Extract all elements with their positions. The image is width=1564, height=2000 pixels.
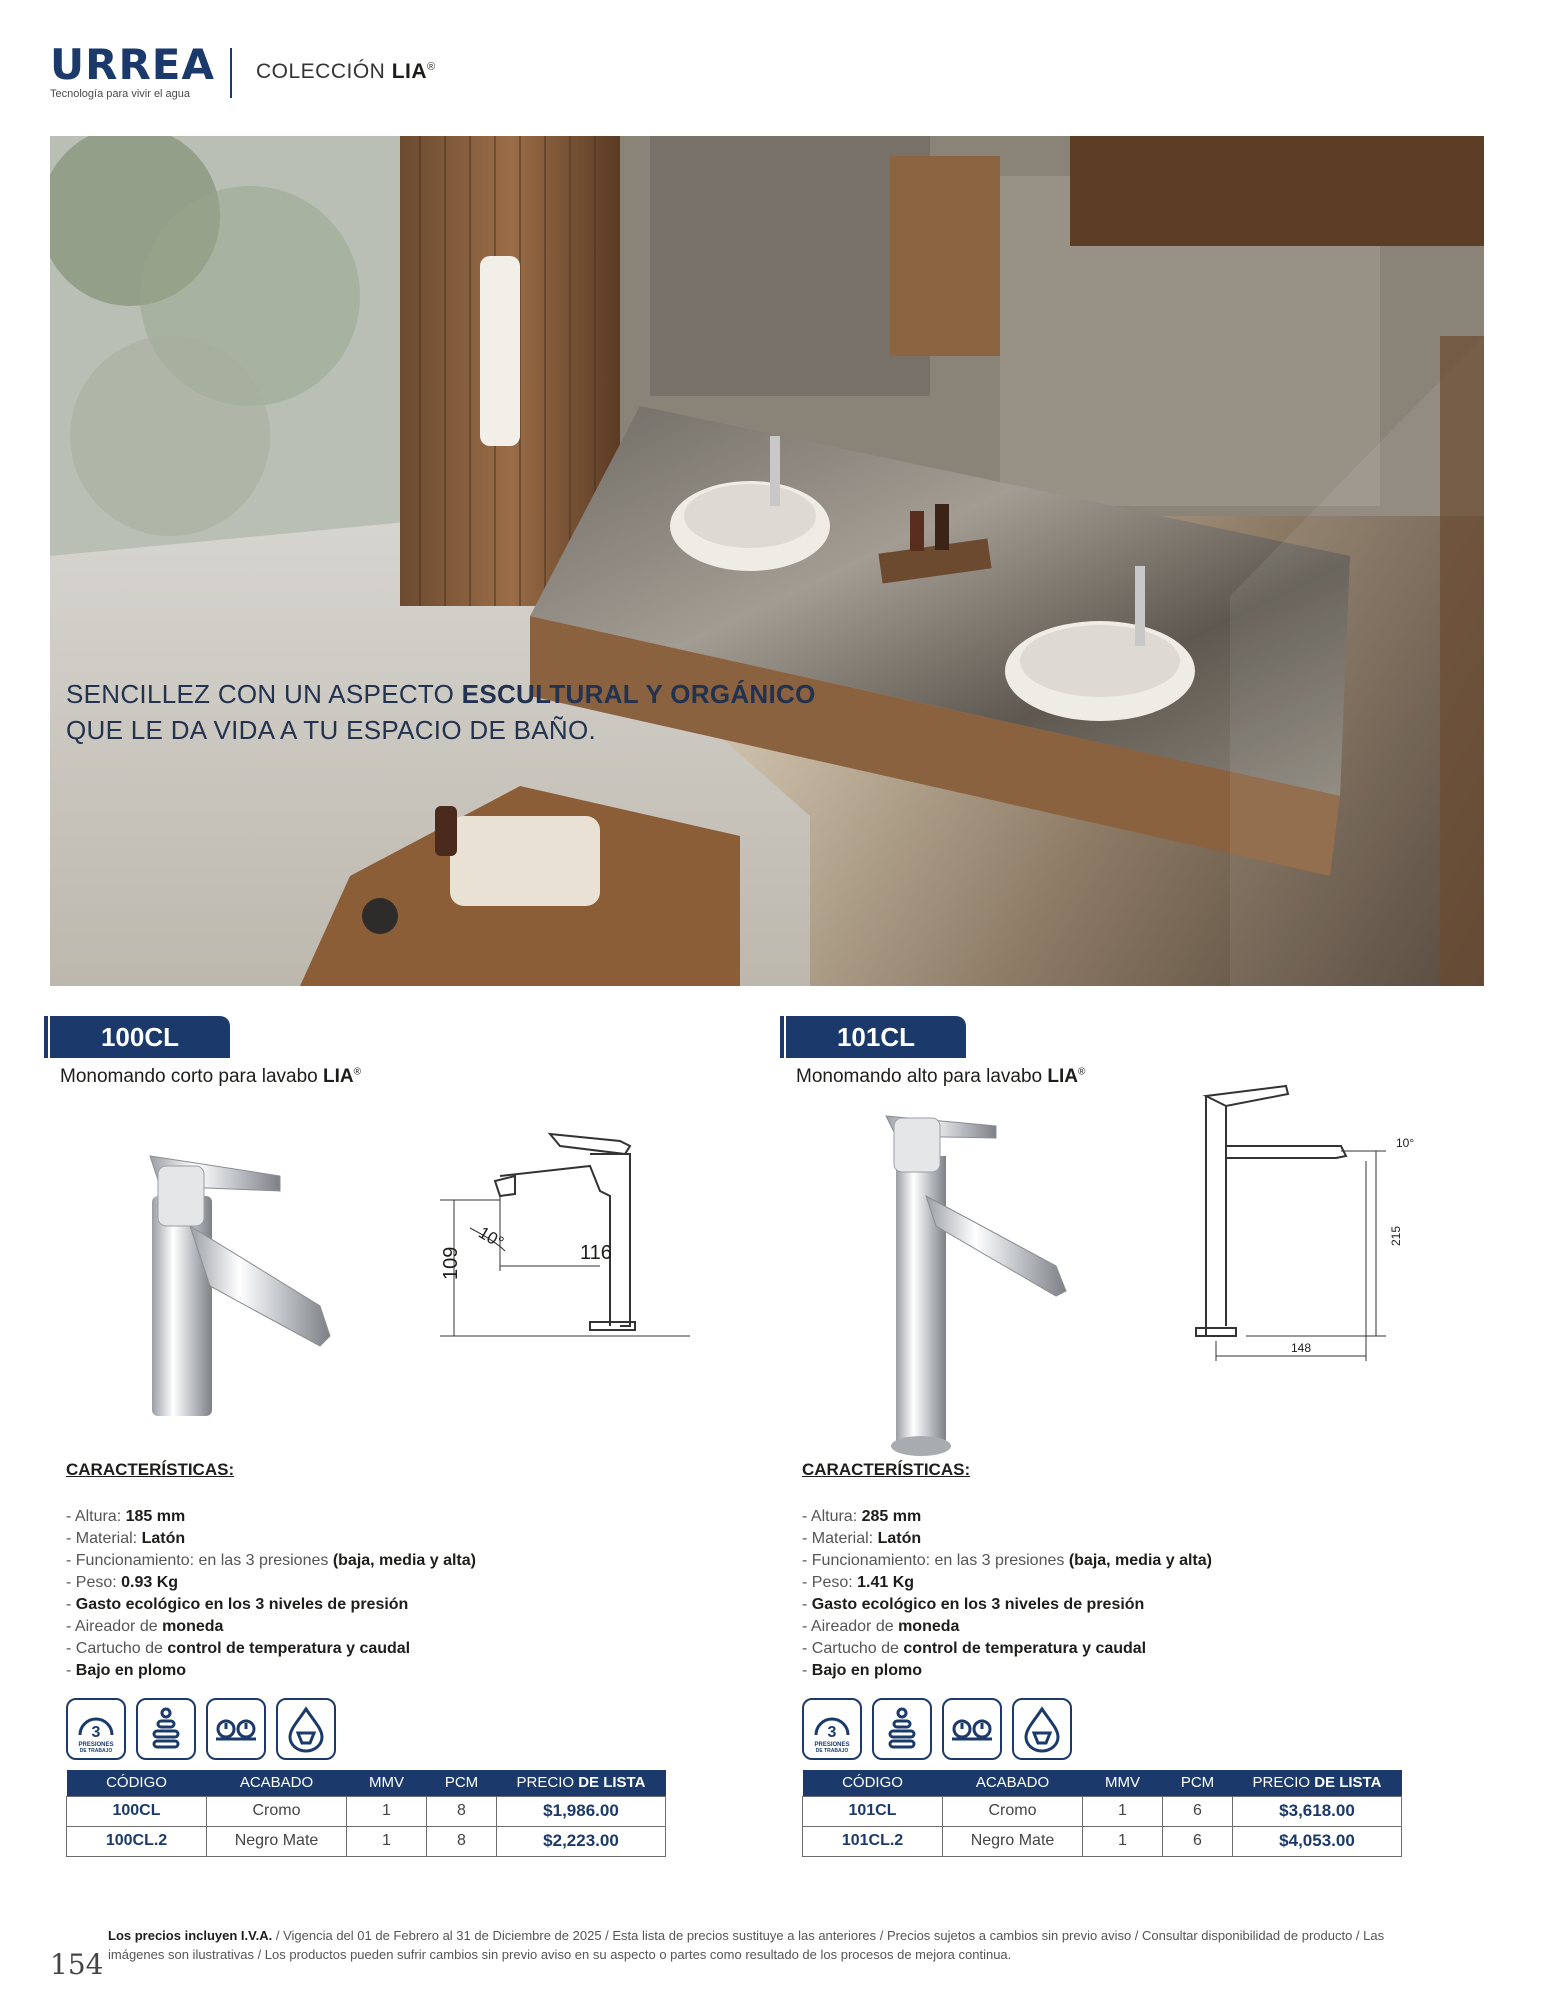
pressure-line1: PRESIONES	[78, 1742, 114, 1748]
header-divider	[230, 48, 232, 98]
stack-icon	[136, 1698, 196, 1760]
brand-logo: URREA	[50, 40, 215, 89]
feature-item: - Aireador de moneda	[802, 1618, 960, 1635]
price-table-header: CÓDIGO ACABADO MMV PCM PRECIO DE LISTA	[803, 1770, 1402, 1796]
price-table	[802, 1770, 1402, 1857]
reg-mark: ®	[1078, 1066, 1086, 1078]
water-drop-icon	[276, 1698, 336, 1760]
technical-drawing-101cl	[1186, 1066, 1426, 1376]
pressure-number: 3	[91, 1724, 101, 1741]
bathroom-illustration	[50, 136, 1484, 986]
feature-item: - Peso: 0.93 Kg	[66, 1574, 179, 1591]
feature-item: - Funcionamiento: en las 3 presiones (baja, media y alta)	[66, 1552, 476, 1569]
product-100cl	[50, 1016, 770, 1866]
collection-name: LIA	[391, 60, 428, 83]
features-list	[802, 1506, 1212, 1682]
footer-text: / Vigencia del 01 de Febrero al 31 de Diciembre de 2025 / Esta lista de precios sustituye a las anteriores / Precios sujetos a cambios sin previo aviso / Consultar disponibilidad de producto / Las imágenes son ilustrativas / Los productos pueden sufrir cambios sin previo aviso en su aspecto o partes como resultado de los procesos de mejora continua.	[108, 1928, 1385, 1962]
pressure-line2: DE TRABAJO	[79, 1748, 113, 1753]
feature-item: - Aireador de moneda	[66, 1618, 224, 1635]
pressure-gauge-icon	[66, 1698, 126, 1760]
feature-icons	[66, 1698, 336, 1760]
product-name	[796, 1066, 1085, 1088]
feature-item: - Cartucho de control de temperatura y caudal	[802, 1640, 1147, 1657]
hero-caption-line1-plain: SENCILLEZ CON UN ASPECTO	[66, 679, 462, 709]
dim-angle-label: 10°	[475, 1222, 507, 1253]
feature-item: - Material: Latón	[802, 1530, 922, 1547]
dim-reach-label: 148	[1291, 1341, 1312, 1355]
feature-item: - Funcionamiento: en las 3 presiones (baja, media y alta)	[802, 1552, 1212, 1569]
price-table	[66, 1770, 666, 1857]
reg-mark: ®	[353, 1066, 361, 1078]
dim-height-label: 215	[1389, 1225, 1403, 1246]
cartridge-icon	[206, 1698, 266, 1760]
brand-tagline: Tecnología para vivir el agua	[50, 88, 191, 100]
pressure-gauge-icon	[802, 1698, 862, 1760]
features-title: CARACTERÍSTICAS:	[802, 1460, 971, 1479]
faucet-photo-100cl	[90, 1136, 380, 1426]
feature-item: - Altura: 285 mm	[802, 1508, 922, 1525]
feature-icons	[802, 1698, 1072, 1760]
page-number: 154	[50, 1948, 104, 1981]
footer-bold: Los precios incluyen I.V.A.	[108, 1928, 273, 1943]
table-row: 100CL Cromo 1 8 $1,986.00	[67, 1796, 666, 1826]
table-row: 101CL.2 Negro Mate 1 6 $4,053.00	[803, 1826, 1402, 1856]
hero-image	[50, 136, 1484, 986]
footer-disclaimer	[108, 1926, 1408, 1964]
faucet-photo-101cl	[866, 1096, 1106, 1466]
feature-item: - Material: Latón	[66, 1530, 186, 1547]
hero-caption	[66, 676, 816, 748]
dim-height-label: 109	[440, 1246, 462, 1280]
collection-title	[256, 60, 436, 84]
feature-item: - Gasto ecológico en los 3 niveles de presión	[66, 1596, 409, 1613]
product-101cl	[786, 1016, 1506, 1866]
product-name-text: Monomando corto para lavabo	[60, 1066, 318, 1087]
feature-item: - Bajo en plomo	[802, 1662, 923, 1679]
hero-caption-line2: QUE LE DA VIDA A TU ESPACIO DE BAÑO.	[66, 715, 597, 745]
product-code-tab: 101CL	[786, 1016, 966, 1058]
hero-caption-line1-bold: ESCULTURAL Y ORGÁNICO	[461, 679, 816, 709]
table-row: 100CL.2 Negro Mate 1 8 $2,223.00	[67, 1826, 666, 1856]
feature-item: - Altura: 185 mm	[66, 1508, 186, 1525]
feature-item: - Gasto ecológico en los 3 niveles de presión	[802, 1596, 1145, 1613]
pressure-line1: PRESIONES	[814, 1742, 850, 1748]
features-title: CARACTERÍSTICAS:	[66, 1460, 235, 1479]
dim-reach-label: 116	[580, 1242, 612, 1264]
product-name-bold: LIA	[1047, 1066, 1078, 1087]
product-name	[60, 1066, 361, 1088]
brand-block	[50, 40, 215, 100]
feature-item: - Bajo en plomo	[66, 1662, 187, 1679]
collection-prefix: COLECCIÓN	[256, 60, 386, 83]
price-table-header: CÓDIGO ACABADO MMV PCM PRECIO DE LISTA	[67, 1770, 666, 1796]
cartridge-icon	[942, 1698, 1002, 1760]
stack-icon	[872, 1698, 932, 1760]
feature-item: - Cartucho de control de temperatura y caudal	[66, 1640, 411, 1657]
pressure-number: 3	[827, 1724, 837, 1741]
features-list	[66, 1506, 476, 1682]
reg-mark: ®	[427, 61, 436, 73]
pressure-line2: DE TRABAJO	[815, 1748, 849, 1753]
dim-angle-label: 10°	[1396, 1136, 1415, 1150]
feature-item: - Peso: 1.41 Kg	[802, 1574, 915, 1591]
water-drop-icon	[1012, 1698, 1072, 1760]
product-name-bold: LIA	[323, 1066, 354, 1087]
product-code-tab: 100CL	[50, 1016, 230, 1058]
table-row: 101CL Cromo 1 6 $3,618.00	[803, 1796, 1402, 1826]
product-name-text: Monomando alto para lavabo	[796, 1066, 1043, 1087]
